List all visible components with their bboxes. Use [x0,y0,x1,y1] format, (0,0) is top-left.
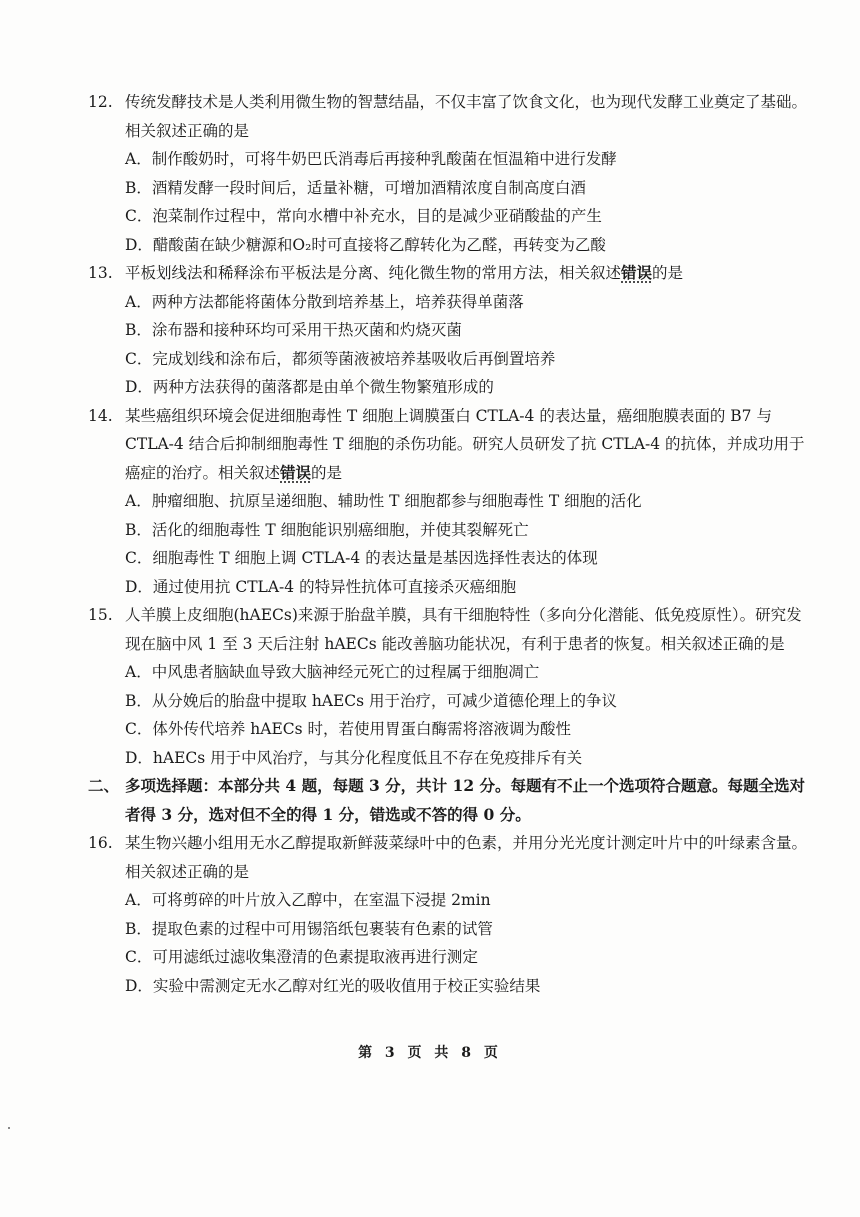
emphasis-error: 错误 [280,462,312,482]
question-number: 16. [88,834,113,852]
option-b: B．活化的细胞毒性 T 细胞能识别癌细胞，并使其裂解死亡 [125,520,529,539]
scan-speck [8,1127,10,1129]
question-number: 12. [88,93,113,111]
option-d: D．hAECs 用于中风治疗，与其分化程度低且不存在免疫排斥有关 [125,748,583,767]
option-a: A．可将剪碎的叶片放入乙醇中，在室温下浸提 2min [125,891,491,909]
question-number: 15. [88,606,113,624]
option-list [125,886,808,1000]
option-c: C．细胞毒性 T 细胞上调 CTLA-4 的表达量是基因选择性表达的体现 [125,549,598,567]
emphasis-error: 错误 [621,263,653,282]
option-a: A．中风患者脑缺血导致大脑神经元死亡的过程属于细胞凋亡 [125,663,540,681]
option-d: D．实验中需测定无水乙醇对红光的吸收值用于校正实验结果 [125,976,541,995]
page-footer: 第 3 页 共 8 页 [358,1045,502,1061]
section-number: 二、 [88,776,120,795]
option-b: B．提取色素的过程中可用锡箔纸包裹装有色素的试管 [125,919,493,938]
question-stem [125,259,808,288]
option-b: B．涂布器和接种环均可采用干热灭菌和灼烧灭菌 [125,321,462,339]
section-heading [88,772,808,829]
stem-text: 某些癌组织环境会促进细胞毒性 T 细胞上调膜蛋白 CTLA-4 的表达量，癌细胞膜表面的 B7 与 CTLA-4 结合后抑制细胞毒性 T 细胞的杀伤功能。研究人员研发了抗 CTLA-4 的抗体，并成功用于癌症的治疗。相关叙述 [125,406,805,482]
option-c: C．可用滤纸过滤收集澄清的色素提取液再进行测定 [125,948,478,966]
question-number: 14. [88,406,113,425]
option-b: B．从分娩后的胎盘中提取 hAECs 用于治疗，可减少道德伦理上的争议 [125,691,618,710]
question-14 [88,402,808,602]
option-d: D．两种方法获得的菌落都是由单个微生物繁殖形成的 [125,378,494,396]
option-d: D．醋酸菌在缺少糖源和O₂时可直接将乙醇转化为乙醛，再转变为乙酸 [125,235,606,254]
page-content [88,88,808,1000]
option-d: D．通过使用抗 CTLA-4 的特异性抗体可直接杀灭癌细胞 [125,577,517,596]
question-13 [88,259,808,402]
option-c: C．完成划线和涂布后，都须等菌液被培养基吸收后再倒置培养 [125,349,556,368]
option-list [125,487,808,601]
option-a: A．制作酸奶时，可将牛奶巴氏消毒后再接种乳酸菌在恒温箱中进行发酵 [125,150,617,168]
option-list [125,145,808,259]
question-stem: 某生物兴趣小组用无水乙醇提取新鲜菠菜绿叶中的色素，并用分光光度计测定叶片中的叶绿素含量。相关叙述正确的是 [125,834,808,881]
option-list [125,658,808,772]
option-a: A．肿瘤细胞、抗原呈递细胞、辅助性 T 细胞都参与细胞毒性 T 细胞的活化 [125,492,642,510]
stem-text: 平板划线法和稀释涂布平板法是分离、纯化微生物的常用方法，相关叙述 [125,264,622,282]
section-instructions: 多项选择题：本部分共 4 题，每题 3 分，共计 12 分。每题有不止一个选项符合题意。每题全选对者得 3 分，选对但不全的得 1 分，错选或不答的得 0 分。 [125,776,806,824]
option-a: A．两种方法都能将菌体分散到培养基上，培养获得单菌落 [125,292,524,311]
option-c: C．体外传代培养 hAECs 时，若使用胃蛋白酶需将溶液调为酸性 [125,720,572,738]
question-15 [88,601,808,772]
option-c: C．泡菜制作过程中，常向水槽中补充水，目的是减少亚硝酸盐的产生 [125,207,602,225]
option-b: B．酒精发酵一段时间后，适量补糖，可增加酒精浓度自制高度白酒 [125,178,586,197]
question-stem: 传统发酵技术是人类利用微生物的智慧结晶，不仅丰富了饮食文化，也为现代发酵工业奠定了基础。相关叙述正确的是 [125,93,808,140]
option-list [125,288,808,402]
question-16 [88,829,808,1000]
question-stem: 人羊膜上皮细胞(hAECs)来源于胎盘羊膜，具有干细胞特性（多向分化潜能、低免疫原性）。研究发现在脑中风 1 至 3 天后注射 hAECs 能改善脑功能状况，有利于患者的恢复。相关叙述正确的是 [125,606,802,653]
stem-text-end: 的是 [652,264,684,282]
question-number: 13. [88,264,113,282]
stem-text-end: 的是 [311,463,343,482]
question-stem [125,402,808,488]
question-12 [88,88,808,259]
